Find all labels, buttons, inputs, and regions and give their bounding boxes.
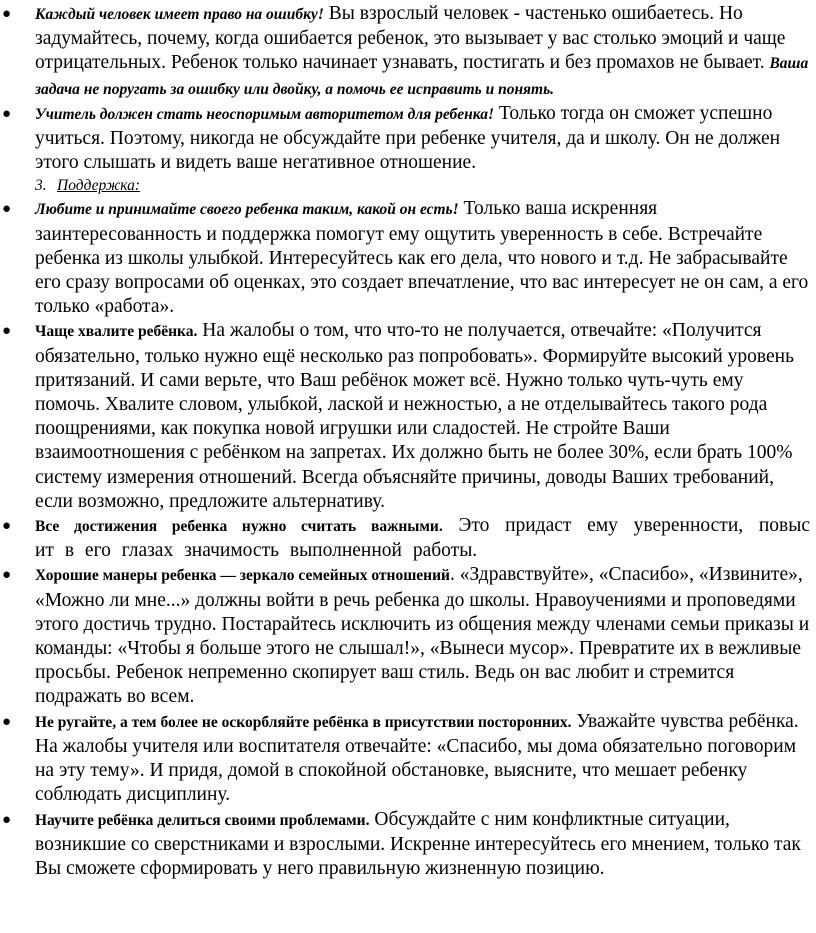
item-body: На жалобы о том, что что-то не получается, отвечайте: «Получится обязательно, только нужно ещё несколько раз попробовать». Формируйте высокий уровень притязаний. И сами верьте, что Ваш ребёнок может всё. Нужно только чуть-чуть ему помочь. Хвалите словом, улыбкой, лаской и нежностью, а не отделывайтесь такого рода поощрениями, как покупка новой игрушки или сладостей. Не стройте Ваши взаимоотношения с ребёнком на запретах. Их должно быть не более 30%, если брать 100% систему измерения отношений. Всегда объясняйте причины, доводы Ваших требований, если возможно, предложите альтернативу. xyxy=(35,320,795,512)
list-item-mistakes xyxy=(0,2,816,102)
list-item-manners xyxy=(0,563,816,709)
item-body: Вы взрослый человек - частенько ошибаетесь. Но задумайтесь, почему, когда ошибается ребенок, это вызывает у вас столько эмоций и чаще отрицательных. Ребенок только начинает узнавать, постигать и без промахов не бывает. xyxy=(35,3,786,74)
item-lead: Все достижения ребенка нужно считать важными. xyxy=(35,518,443,536)
list-item-teacher xyxy=(0,102,816,176)
item-body: Уважайте чувства ребёнка. На жалобы учителя или воспитателя отвечайте: «Спасибо, мы дома обязательно поговорим на эту тему». И придя, домой в спокойной обстановке, выясните, что мешает ребенку соблюдать дисциплину. xyxy=(35,710,799,806)
item-body: Это придаст ему уверенности, повыс xyxy=(442,515,810,537)
item-lead: Любите и принимайте своего ребенка таким, какой он есть! xyxy=(35,201,459,219)
bullet-icon: ● xyxy=(2,6,12,22)
item-lead: Не ругайте, а тем более не оскорбляйте ребёнка в присутствии посторонних. xyxy=(35,713,572,731)
item-body: Только ваша искренняя заинтересованность и поддержка помогут ему ощутить уверенность в себе. Встречайте ребенка из школы улыбкой. Интересуйтесь как его дела, что нового и т.д. Не забрасывайте его сразу вопросами об оценках, это создает впечатление, что вас интересует не он сам, а его только «работа». xyxy=(35,198,809,318)
item-lead: Научите ребёнка делиться своими проблемами. xyxy=(35,811,370,829)
bullet-icon: ● xyxy=(2,811,12,828)
list-item-praise xyxy=(0,319,816,514)
bullet-icon: ● xyxy=(2,518,12,535)
list-item-share-problems xyxy=(0,808,816,882)
section-heading xyxy=(0,175,816,197)
bullet-icon: ● xyxy=(2,201,12,218)
item-body: Обсуждайте с ним конфликтные ситуации, возникшие со сверстниками и взрослыми. Искренне интересуйтесь его мнением, только так Вы сможете сформировать у него правильную жизненную позицию. xyxy=(35,808,801,879)
item-tail: Ваша задача не поругать за ошибку или двойку, а помочь ее исправить и понять. xyxy=(35,55,809,98)
item-lead: Хорошие манеры ребенка — зеркало семейных отношений xyxy=(35,567,450,585)
section-title: Поддержка: xyxy=(57,177,141,195)
bullet-list-1 xyxy=(0,0,816,175)
item-lead: Чаще хвалите ребёнка. xyxy=(35,323,198,341)
item-body: Только тогда он сможет успешно учиться. Поэтому, никогда не обсуждайте при ребенке учителя, да и школу. Он не должен этого слышать и видеть ваше негативное отношение. xyxy=(35,102,781,174)
bullet-icon: ● xyxy=(2,713,12,730)
item-lead: Учитель должен стать неоспоримым авторитетом для ребенка! xyxy=(35,105,495,123)
bullet-icon: ● xyxy=(2,105,12,122)
item-body: . «Здравствуйте», «Спасибо», «Извините», «Можно ли мне...» должны войти в речь ребенка до школы. Нравоучениями и проповедями этого достичь трудно. Постарайтесь исключить из общения между членами семьи приказы и команды: «Чтобы я больше этого не слышал!», «Вынеси мусор». Превратите их в вежливые просьбы. Ребенок непременно скопирует ваш стиль. Ведь он вас любит и стремится подражать во всем. xyxy=(35,564,810,708)
item-justified xyxy=(35,514,810,539)
bullet-icon: ● xyxy=(2,567,12,584)
list-item-no-scolding xyxy=(0,710,816,808)
section-number: 3. xyxy=(35,177,47,195)
item-lead: Каждый человек имеет право на ошибку! xyxy=(35,6,324,23)
list-item-love xyxy=(0,197,816,319)
bullet-list-2 xyxy=(0,197,816,881)
item-body-continued: ит в его глазах значимость выполненной работы. xyxy=(35,540,478,562)
bullet-icon: ● xyxy=(2,323,12,340)
list-item-achievements xyxy=(0,514,816,563)
